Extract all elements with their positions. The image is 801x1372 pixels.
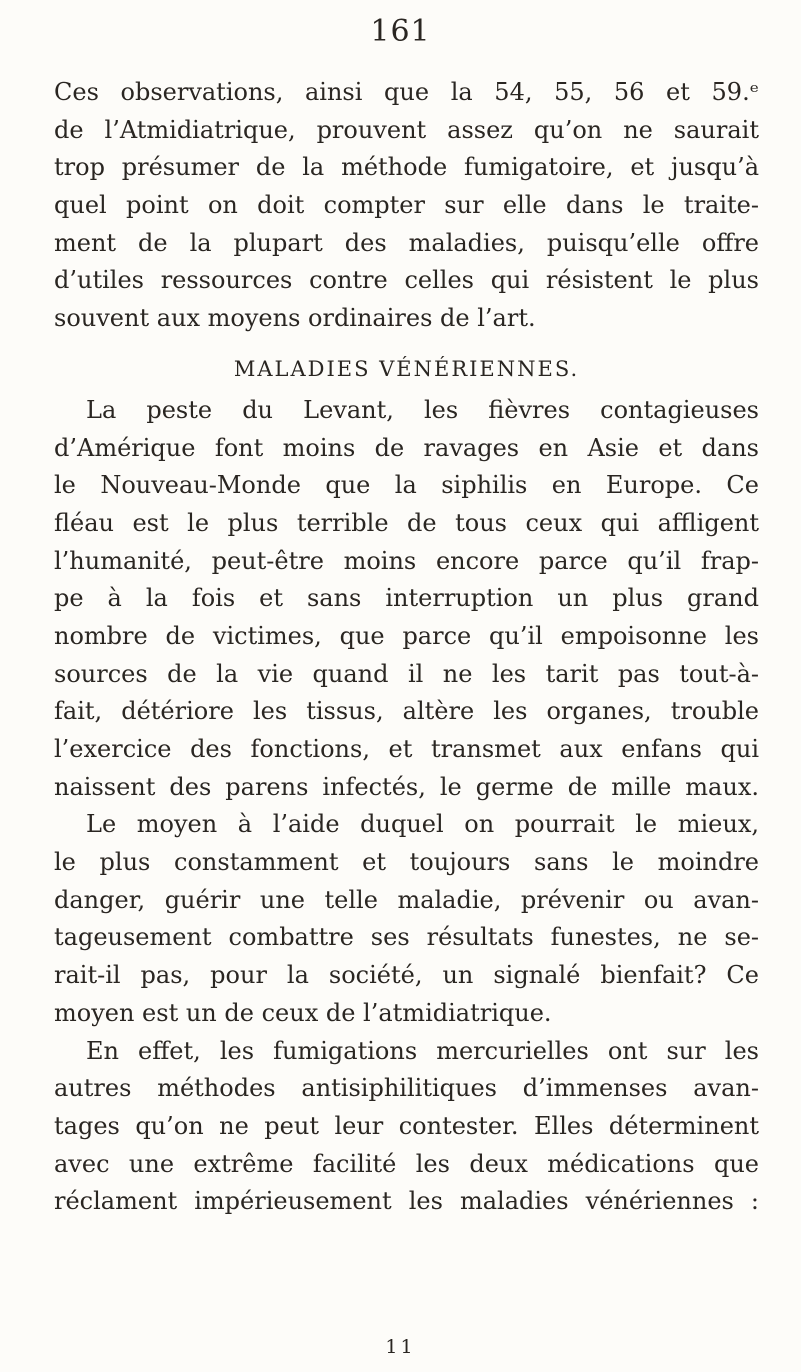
text-line: autres méthodes antisiphilitiques d’immenses avan- bbox=[54, 1074, 759, 1103]
text-line: quel point on doit compter sur elle dans le traite- bbox=[54, 191, 759, 220]
text-line: le Nouveau-Monde que la siphilis en Europe. Ce bbox=[54, 471, 759, 500]
text-line: tageusement combattre ses résultats funestes, ne se- bbox=[54, 923, 759, 952]
page-number: 161 bbox=[370, 14, 431, 49]
text-line: avec une extrême facilité les deux médications que bbox=[54, 1149, 759, 1178]
text-line: Le moyen à l’aide duquel on pourrait le mieux, bbox=[86, 810, 759, 839]
paragraph-observations bbox=[54, 74, 759, 338]
text-line: trop présumer de la méthode fumigatoire, et jusqu’à bbox=[54, 153, 759, 182]
text-line: d’Amérique font moins de ravages en Asie et dans bbox=[54, 433, 759, 462]
text-line: rait-il pas, pour la société, un signalé bienfait? Ce bbox=[54, 961, 759, 990]
paragraph-moyen bbox=[54, 806, 759, 1032]
text-line: danger, guérir une telle maladie, prévenir ou avan- bbox=[54, 885, 759, 914]
signature-mark: 11 bbox=[385, 1336, 416, 1358]
text-line: tages qu’on ne peut leur contester. Elles déterminent bbox=[54, 1111, 759, 1140]
text-line: nombre de victimes, que parce qu’il empoisonne les bbox=[54, 621, 759, 650]
paragraph-peste bbox=[54, 392, 759, 807]
text-line: pe à la fois et sans interruption un plus grand bbox=[54, 584, 759, 613]
text-line: fait, détériore les tissus, altère les organes, trouble bbox=[54, 697, 759, 726]
text-line: En effet, les fumigations mercurielles ont sur les bbox=[86, 1036, 759, 1065]
text-line: moyen est un de ceux de l’atmidiatrique. bbox=[54, 998, 552, 1027]
text-line: l’humanité, peut-être moins encore parce qu’il frap- bbox=[54, 546, 759, 575]
text-line: naissent des parens infectés, le germe de mille maux. bbox=[54, 772, 759, 801]
text-line: sources de la vie quand il ne les tarit pas tout-à- bbox=[54, 659, 759, 688]
text-line: fléau est le plus terrible de tous ceux qui affligent bbox=[54, 508, 759, 537]
text-line: souvent aux moyens ordinaires de l’art. bbox=[54, 304, 536, 333]
text-block bbox=[54, 74, 759, 1221]
paragraph-fumigations bbox=[54, 1033, 759, 1221]
text-line: réclament impérieusement les maladies vénériennes : bbox=[54, 1187, 759, 1216]
text-line: ment de la plupart des maladies, puisqu’elle offre bbox=[54, 228, 759, 257]
text-line: l’exercice des fonctions, et transmet aux enfans qui bbox=[54, 735, 759, 763]
text-line: d’utiles ressources contre celles qui résistent le plus bbox=[54, 266, 759, 295]
text-line: de l’Atmidiatrique, prouvent assez qu’on ne saurait bbox=[54, 115, 759, 144]
section-heading: MALADIES VÉNÉRIENNES. bbox=[233, 356, 580, 381]
text-line: Ces observations, ainsi que la 54, 55, 56 et 59.ᵉ bbox=[54, 78, 759, 106]
text-line: La peste du Levant, les fièvres contagieuses bbox=[86, 395, 759, 424]
text-line: le plus constamment et toujours sans le moindre bbox=[54, 848, 759, 877]
